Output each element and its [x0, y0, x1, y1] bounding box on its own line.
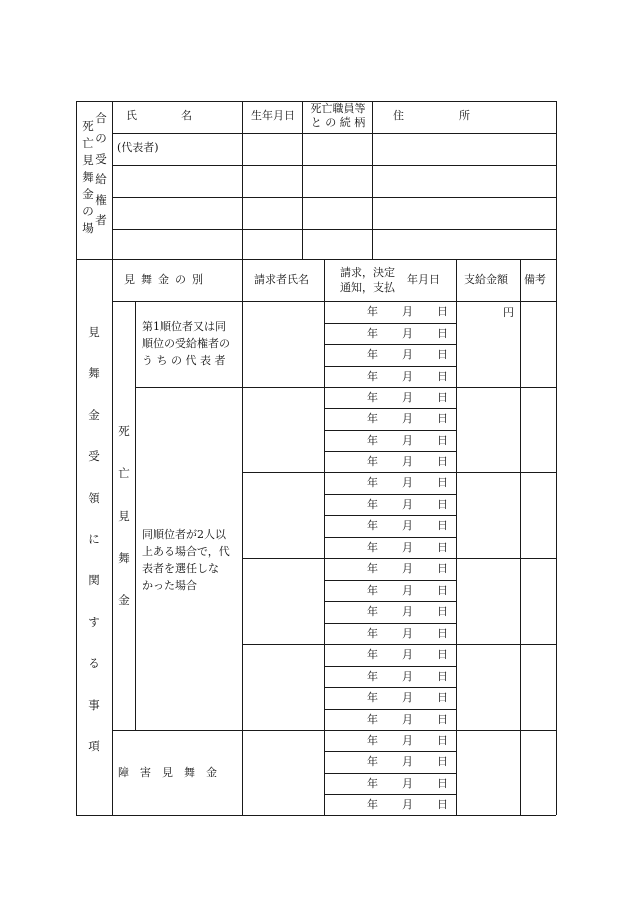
case1-text: 第1順位者又は同 [142, 320, 226, 333]
col-rule [456, 259, 457, 815]
date-day-label: 日 [437, 412, 448, 425]
case2-text: 上ある場合で，代 [142, 545, 230, 558]
date-year-label: 年 [367, 305, 378, 318]
date-row-rule [324, 751, 456, 752]
date-year-label: 年 [367, 391, 378, 404]
date-year-label: 年 [367, 734, 378, 747]
date-day-label: 日 [437, 691, 448, 704]
death-label-rule [135, 301, 136, 730]
group-rule [242, 558, 556, 559]
date-day-label: 日 [437, 584, 448, 597]
date-year-label: 年 [367, 713, 378, 726]
date-year-label: 年 [367, 648, 378, 661]
date-row-rule [324, 601, 456, 602]
date-year-label: 年 [367, 755, 378, 768]
date-month-label: 月 [402, 584, 413, 597]
date-row-rule [324, 515, 456, 516]
date-row-rule [324, 623, 456, 624]
case2-text: 同順位者が2人以 [142, 528, 226, 541]
date-year-label: 年 [367, 670, 378, 683]
date-year-label: 年 [367, 348, 378, 361]
section1-col-rule [302, 101, 303, 259]
date-year-label: 年 [367, 476, 378, 489]
group-rule [242, 815, 556, 816]
date-month-label: 月 [402, 348, 413, 361]
date-day-label: 日 [437, 348, 448, 361]
section1-col-rule [242, 101, 243, 259]
case2-text: かった場合 [142, 579, 197, 592]
section1-side-label-col2: 合 の 受 給 権 者 [95, 111, 107, 227]
date-year-label: 年 [367, 434, 378, 447]
date-month-label: 月 [402, 627, 413, 640]
date-row-rule [324, 344, 456, 345]
group-rule [242, 387, 556, 388]
date-year-label: 年 [367, 798, 378, 811]
date-day-label: 日 [437, 305, 448, 318]
date-month-label: 月 [402, 476, 413, 489]
death-label: 死 亡 見 舞 金 [118, 424, 130, 607]
header-address: 住 所 [393, 109, 470, 122]
date-row-rule [324, 408, 456, 409]
date-month-label: 月 [402, 370, 413, 383]
date-day-label: 日 [437, 562, 448, 575]
date-month-label: 月 [402, 798, 413, 811]
date-day-label: 日 [437, 798, 448, 811]
header-notice-a: 請求，決定 [340, 266, 395, 279]
header-requester: 請求者氏名 [254, 273, 309, 286]
representative-note: (代表者) [117, 141, 159, 154]
date-day-label: 日 [437, 648, 448, 661]
date-month-label: 月 [402, 391, 413, 404]
date-row-rule [324, 537, 456, 538]
date-month-label: 月 [402, 713, 413, 726]
date-day-label: 日 [437, 519, 448, 532]
section1-col-rule [372, 101, 373, 259]
disability-label: 障 害 見 舞 金 [118, 766, 217, 779]
date-year-label: 年 [367, 412, 378, 425]
date-day-label: 日 [437, 755, 448, 768]
date-row-rule [324, 773, 456, 774]
date-year-label: 年 [367, 584, 378, 597]
date-year-label: 年 [367, 562, 378, 575]
date-month-label: 月 [402, 455, 413, 468]
date-day-label: 日 [437, 777, 448, 790]
section1-side-label-col1: 死 亡 見 舞 金 の 場 [82, 119, 94, 235]
side-label-rule [112, 259, 113, 815]
header-relation-line2: と の 続 柄 [310, 116, 366, 129]
date-row-rule [324, 794, 456, 795]
date-year-label: 年 [367, 498, 378, 511]
date-month-label: 月 [402, 777, 413, 790]
group-rule [242, 472, 556, 473]
date-row-rule [324, 451, 456, 452]
date-month-label: 月 [402, 755, 413, 768]
case-divider [112, 730, 242, 731]
date-row-rule [324, 494, 456, 495]
date-month-label: 月 [402, 562, 413, 575]
section1-row-rule [112, 229, 556, 230]
date-day-label: 日 [437, 713, 448, 726]
date-row-rule [324, 430, 456, 431]
date-year-label: 年 [367, 691, 378, 704]
case1-text: 順位の受給権者の [142, 337, 230, 350]
date-month-label: 月 [402, 498, 413, 511]
date-month-label: 月 [402, 605, 413, 618]
case1-text: う ち の 代 表 者 [142, 354, 226, 367]
date-year-label: 年 [367, 370, 378, 383]
header-kind: 見舞金の別 [124, 273, 209, 286]
table-right-border [556, 259, 557, 815]
date-year-label: 年 [367, 627, 378, 640]
table-right-border [556, 101, 557, 259]
date-day-label: 日 [437, 476, 448, 489]
date-month-label: 月 [402, 691, 413, 704]
table-left-border [76, 101, 77, 259]
date-year-label: 年 [367, 327, 378, 340]
section1-row-rule [112, 165, 556, 166]
date-day-label: 日 [437, 391, 448, 404]
date-month-label: 月 [402, 434, 413, 447]
date-month-label: 月 [402, 541, 413, 554]
date-month-label: 月 [402, 734, 413, 747]
yen-unit: 円 [503, 306, 514, 319]
date-day-label: 日 [437, 605, 448, 618]
section-divider [76, 259, 556, 260]
date-month-label: 月 [402, 412, 413, 425]
date-day-label: 日 [437, 455, 448, 468]
header-amount: 支給金額 [464, 273, 508, 286]
date-day-label: 日 [437, 327, 448, 340]
date-day-label: 日 [437, 434, 448, 447]
section1-row-rule [112, 197, 556, 198]
date-month-label: 月 [402, 519, 413, 532]
header-relation-line1: 死亡職員等 [310, 102, 366, 115]
date-year-label: 年 [367, 541, 378, 554]
section1-row-rule [112, 133, 556, 134]
date-month-label: 月 [402, 648, 413, 661]
section2-side-label: 見 舞 金 受 領 に 関 す る 事 項 [88, 325, 100, 753]
table-left-border [76, 259, 77, 815]
date-month-label: 月 [402, 670, 413, 683]
date-row-rule [324, 366, 456, 367]
date-row-rule [324, 323, 456, 324]
case-divider [135, 387, 242, 388]
col-rule [242, 259, 243, 815]
date-row-rule [324, 666, 456, 667]
date-month-label: 月 [402, 305, 413, 318]
date-day-label: 日 [437, 498, 448, 511]
date-day-label: 日 [437, 541, 448, 554]
date-year-label: 年 [367, 777, 378, 790]
col-rule [520, 259, 521, 815]
date-day-label: 日 [437, 734, 448, 747]
group-rule [242, 301, 556, 302]
group-rule [242, 644, 556, 645]
date-row-rule [324, 580, 456, 581]
date-day-label: 日 [437, 670, 448, 683]
date-row-rule [324, 709, 456, 710]
header-remarks: 備考 [524, 273, 546, 286]
header-birth: 生年月日 [251, 109, 295, 122]
header-notice-b: 通知，支払 [340, 281, 395, 294]
header-name: 氏 名 [126, 109, 192, 122]
date-year-label: 年 [367, 605, 378, 618]
section1-col-rule [112, 101, 113, 259]
date-day-label: 日 [437, 627, 448, 640]
date-row-rule [324, 687, 456, 688]
date-year-label: 年 [367, 519, 378, 532]
date-year-label: 年 [367, 455, 378, 468]
header-date: 年月日 [407, 273, 440, 286]
case2-text: 表者を選任しな [142, 562, 219, 575]
date-day-label: 日 [437, 370, 448, 383]
group-rule [242, 730, 556, 731]
date-month-label: 月 [402, 327, 413, 340]
